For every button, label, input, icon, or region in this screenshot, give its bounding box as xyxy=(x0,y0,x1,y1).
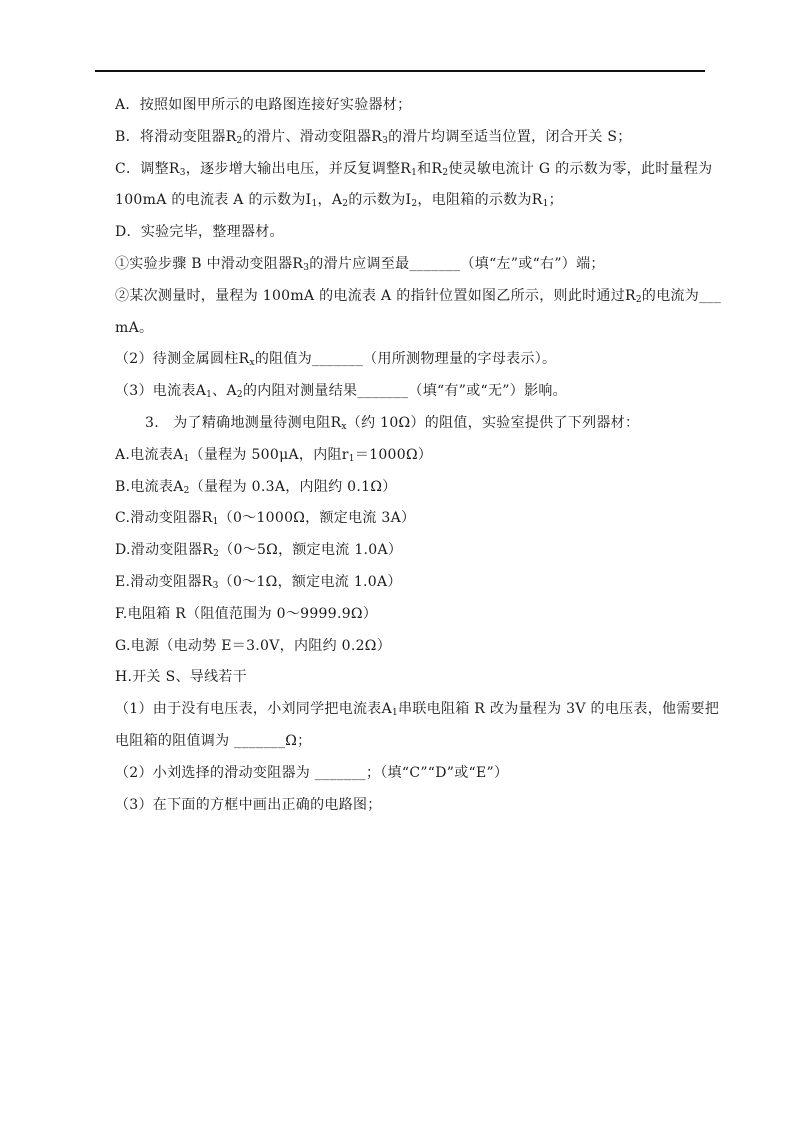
question-2: ②某次测量时，量程为 100mA 的电流表 A 的指针位置如图乙所示，则此时通过$R_2$的电流为___ xyxy=(115,287,722,305)
step-c-line1: C．调整$R_3$，逐步增大输出电压，并反复调整$R_1$和$R_2$使灵敏电流计 G 的示数为零，此时量程为 xyxy=(115,160,713,178)
item-e: E.滑动变阻器$R_3(0\sim 1\Omega$，额定电流 1.0A） xyxy=(115,573,402,591)
item-g: G.电源（电动势 E＝3.0V，内阻约 0.2Ω） xyxy=(115,637,392,654)
step-a: A．按照如图甲所示的电路图连接好实验器材； xyxy=(115,97,412,113)
question-1: ①实验步骤 B 中滑动变阻器$R_3$的滑片应调至最_______（填“左”或“右”）端； xyxy=(115,255,605,273)
item-h: H.开关 S、导线若干 xyxy=(115,669,247,686)
part-3: （3）电流表$A_1$、$A_2$的内阻对测量结果_______（填“有”或“无”）影响。 xyxy=(115,383,567,401)
p3-question-1: （1）由于没有电压表，小刘同学把电流表$A_1$串联电阻箱 R 改为量程为 3V 的电压表，他需要把 xyxy=(115,701,720,719)
item-d: D.滑动变阻器$R_2(0\sim 5\Omega$，额定电流 1.0A） xyxy=(115,542,403,560)
step-d: D．实验完毕，整理器材。 xyxy=(115,224,284,241)
question-2-cont: mA。 xyxy=(115,319,154,336)
document-body xyxy=(115,96,722,827)
p3-question-1-cont: 电阻箱的阻值调为 _______Ω； xyxy=(115,732,312,749)
step-c-line2: 100mA 的电流表 A 的示数为$I_1$，$A_2$的示数为$I_2$，电阻箱的示数为$R_1$； xyxy=(115,192,563,210)
item-f: F.电阻箱 R（阻值范围为 0～9999.9Ω） xyxy=(115,605,378,622)
step-b: B．将滑动变阻器$R_2$的滑片、滑动变阻器$R_3$的滑片均调至适当位置，闭合开关 S； xyxy=(115,128,632,146)
problem-3-intro: 3. 为了精确地测量待测电阻$R_x$（约 10Ω）的阻值，实验室提供了下列器材： xyxy=(145,414,640,432)
item-a: A.电流表$A_1$（量程为 500μA，内阻$r_1=1000\Omega$） xyxy=(115,446,433,464)
p3-question-3: （3）在下面的方框中画出正确的电路图； xyxy=(115,796,382,813)
item-c: C.滑动变阻器$R_1(0\sim 1000\Omega$，额定电流 3A） xyxy=(115,510,416,528)
part-2: （2）待测金属圆柱$R_x$的阻值为_______（用所测物理量的字母表示）。 xyxy=(115,351,557,369)
item-b: B.电流表$A_2$（量程为 0.3A，内阻约 0.1Ω） xyxy=(115,478,397,496)
header-rule xyxy=(95,70,705,72)
p3-question-2: （2）小刘选择的滑动变阻器为 _______；（填“C”“D”或“E”） xyxy=(115,764,509,781)
